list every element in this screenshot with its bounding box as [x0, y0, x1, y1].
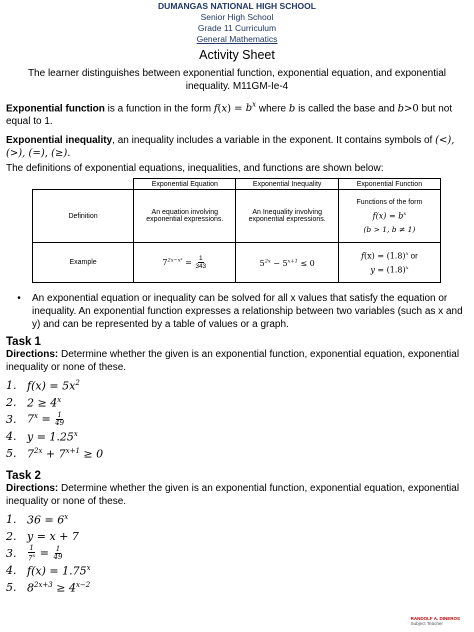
- teacher-name: RANDOLF A. DINEROS: [410, 616, 460, 621]
- curriculum: Grade 11 Curriculum: [197, 23, 277, 33]
- function-definition: Exponential function is a function in the form $f(x) = b^x$ where b is called the base and b>0 but not equal to 1.: [6, 101, 453, 128]
- list-item: 3. $\frac{1}{7^x}$ = $\frac{1}{49}$: [6, 544, 63, 563]
- def-equation: An equation involving exponential expressions.: [134, 190, 236, 243]
- definitions-table: [32, 178, 441, 283]
- school-name: DUMANGAS NATIONAL HIGH SCHOOL: [158, 1, 316, 11]
- teacher-role: Subject Teacher: [410, 621, 443, 626]
- list-item: 2. y = x + 7: [6, 530, 79, 544]
- list-item: 1. $f(x) = 5x^2$: [6, 379, 80, 393]
- task2-directions: Directions: Determine whether the given is an exponential function, exponential equation, exponential inequality or none of these.: [6, 483, 460, 508]
- list-item: 1. $36 = 6^x$: [6, 513, 69, 527]
- list-item: 5. $7^{2x} + 7^{x+1} \ge 0$: [6, 447, 104, 461]
- task2-title: Task 2: [6, 470, 41, 483]
- task1-title: Task 1: [6, 336, 41, 349]
- bullet-icon: •: [17, 293, 21, 305]
- example-equation: $7^{2x-x^2}$ = $\frac{1}{343}$: [134, 243, 236, 283]
- row-label-example: Example: [33, 243, 134, 283]
- inequality-definition: Exponential inequality, an inequality includes a variable in the exponent. It contains symbols of (<), (>), (=), (≥).: [6, 135, 455, 160]
- header-equation: Exponential Equation: [134, 179, 236, 190]
- def-inequality: An Inequality involving exponential expressions.: [236, 190, 338, 243]
- table-intro: The definitions of exponential equations, inequalities, and functions are shown below:: [6, 163, 384, 175]
- example-inequality: $5^{2x} - 5^{x+1} \le 0$: [236, 243, 338, 283]
- footer-signature: [411, 616, 460, 626]
- function-term: Exponential function: [6, 103, 105, 115]
- page-title: Activity Sheet: [199, 48, 275, 62]
- inequality-term: Exponential inequality: [6, 135, 113, 147]
- school-level: Senior High School: [200, 12, 274, 22]
- task1-items: [6, 377, 474, 462]
- list-item: 2. $2 \ge 4^x$: [6, 396, 62, 410]
- function-form: f: [213, 103, 218, 115]
- task1-directions: Directions: Determine whether the given is an exponential function, exponential equation, exponential inequality or none of these.: [6, 349, 460, 374]
- task2-items: [6, 511, 474, 596]
- example-function: $f(x) = (1.8)^x$ or $y = (1.8)^x$: [338, 243, 440, 283]
- def-function: Functions of the form $f(x) = b^x$ (b > 1, b ≠ 1): [338, 190, 440, 243]
- inequality-symbols: (<), (>), (=), (≥).: [6, 135, 455, 160]
- list-item: 3. $7^x$ = $\frac{1}{49}$: [6, 411, 65, 428]
- note-text: An exponential equation or inequality can be solved for all x values that satisfy the equation or inequality. An exponential function expresses a relationship between two variables (such as x and y) and can be represented by a table of values or a graph.: [32, 293, 463, 331]
- row-label-definition: Definition: [33, 190, 134, 243]
- header: [0, 0, 474, 45]
- objective: The learner distinguishes between exponential function, exponential equation, and exponential inequality. M11GM-Ie-4: [27, 68, 447, 92]
- list-item: 5. $8^{2x+3} \ge 4^{x-2}$: [6, 581, 91, 595]
- subject: General Mathematics: [196, 34, 278, 44]
- list-item: 4. $f(x) = 1.75^x$: [6, 564, 91, 578]
- list-item: 4. $y = 1.25^x$: [6, 430, 78, 444]
- header-function: Exponential Function: [338, 179, 440, 190]
- note: [6, 292, 468, 331]
- header-inequality: Exponential Inequality: [236, 179, 338, 190]
